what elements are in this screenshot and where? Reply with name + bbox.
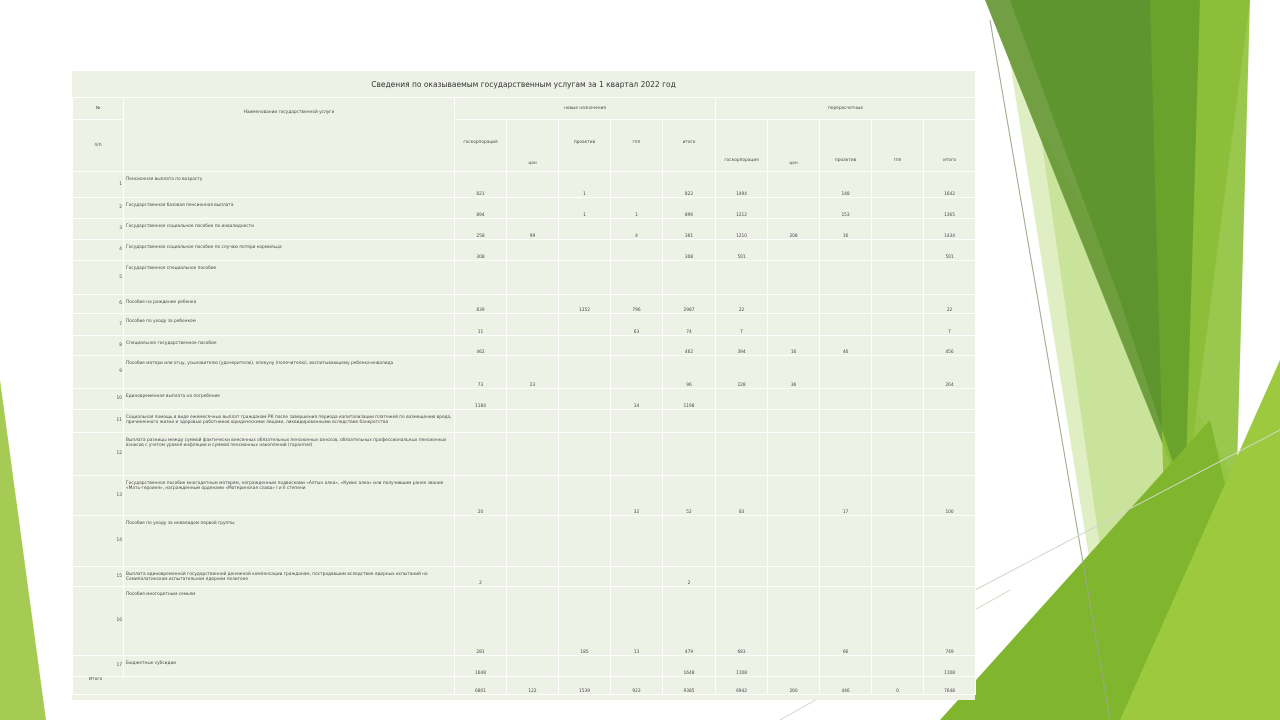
value-cell: [768, 295, 820, 314]
value-cell: [507, 261, 559, 295]
value-cell: [768, 656, 820, 677]
value-cell: 501: [924, 240, 976, 261]
service-name: Государственное социальное пособие по инвалидности: [124, 219, 455, 240]
value-cell: 796: [611, 295, 663, 314]
value-cell: [768, 172, 820, 198]
value-cell: [507, 172, 559, 198]
value-cell: 264: [924, 356, 976, 389]
row-number: 16: [73, 587, 124, 656]
total-value: 6801: [455, 677, 507, 695]
row-number: 13: [73, 476, 124, 516]
value-cell: 2: [663, 567, 716, 587]
table-row: [73, 295, 976, 314]
value-cell: 1: [559, 198, 611, 219]
total-row: [73, 677, 976, 695]
service-name: Единовременная выплата на погребение: [124, 389, 455, 410]
value-cell: 896: [663, 198, 716, 219]
value-cell: [559, 336, 611, 356]
value-cell: [820, 261, 872, 295]
value-cell: [872, 314, 924, 336]
value-cell: 1642: [924, 172, 976, 198]
value-cell: 13: [611, 587, 663, 656]
total-value: 260: [768, 677, 820, 695]
row-number: 7: [73, 314, 124, 336]
service-name: Пособия многодетным семьям: [124, 587, 455, 656]
value-cell: [559, 476, 611, 516]
row-number: 5: [73, 261, 124, 295]
value-cell: [768, 314, 820, 336]
table-row: [73, 410, 976, 433]
value-cell: 479: [663, 587, 716, 656]
value-cell: [924, 261, 976, 295]
table-row: [73, 172, 976, 198]
value-cell: [559, 433, 611, 476]
value-cell: [559, 240, 611, 261]
row-number: 3: [73, 219, 124, 240]
value-cell: [663, 261, 716, 295]
value-cell: [872, 295, 924, 314]
service-name: Пенсионная выплата по возрасту: [124, 172, 455, 198]
row-number: 4: [73, 240, 124, 261]
value-cell: 16: [768, 336, 820, 356]
row-number: 15: [73, 567, 124, 587]
header-sub-new: цон: [507, 120, 559, 172]
value-cell: [768, 410, 820, 433]
value-cell: [716, 389, 768, 410]
value-cell: [820, 240, 872, 261]
row-number: 1: [73, 172, 124, 198]
header-group-recalc: перерасчетные: [716, 98, 976, 120]
value-cell: 73: [455, 356, 507, 389]
total-value: 1539: [559, 677, 611, 695]
value-cell: [872, 240, 924, 261]
header-sub-recalc: проактив: [820, 120, 872, 172]
value-cell: 1352: [559, 295, 611, 314]
total-value: 122: [507, 677, 559, 695]
value-cell: 1648: [663, 656, 716, 677]
value-cell: [768, 389, 820, 410]
header-service-name: Наименовании государственной услуги: [124, 98, 455, 172]
header-sub-recalc: госкорпорация: [716, 120, 768, 172]
value-cell: [872, 261, 924, 295]
value-cell: [820, 516, 872, 567]
value-cell: [507, 433, 559, 476]
value-cell: 1648: [455, 656, 507, 677]
value-cell: 839: [455, 295, 507, 314]
value-cell: 16: [820, 219, 872, 240]
value-cell: 7: [924, 314, 976, 336]
value-cell: 1108: [716, 656, 768, 677]
value-cell: [559, 656, 611, 677]
value-cell: 74: [663, 314, 716, 336]
value-cell: 462: [455, 336, 507, 356]
value-cell: [820, 356, 872, 389]
table-row: [73, 587, 976, 656]
header-sub-recalc: итого: [924, 120, 976, 172]
header-no: №: [73, 98, 124, 120]
table-row: [73, 476, 976, 516]
value-cell: [663, 433, 716, 476]
value-cell: 23: [507, 356, 559, 389]
header-sub-recalc: гпп: [872, 120, 924, 172]
value-cell: 185: [559, 587, 611, 656]
value-cell: [559, 410, 611, 433]
value-cell: [455, 410, 507, 433]
value-cell: [872, 410, 924, 433]
service-name: Государственное пособие многодетным матерям, награжденным подвесками «Алтын алка», «Кумис алка» или получившим ранее звание «Мать-героиня», награжденным орденами «Материнская слава» I и II степени: [124, 476, 455, 516]
value-cell: [872, 567, 924, 587]
value-cell: 258: [455, 219, 507, 240]
value-cell: [716, 516, 768, 567]
value-cell: [768, 587, 820, 656]
value-cell: 821: [455, 172, 507, 198]
value-cell: 52: [663, 476, 716, 516]
value-cell: [611, 567, 663, 587]
value-cell: [611, 656, 663, 677]
value-cell: 1: [559, 172, 611, 198]
value-cell: 1494: [716, 172, 768, 198]
value-cell: 11: [455, 314, 507, 336]
value-cell: 228: [716, 356, 768, 389]
service-name: Пособие по уходу за ребенком: [124, 314, 455, 336]
value-cell: [716, 261, 768, 295]
value-cell: [507, 336, 559, 356]
value-cell: 99: [507, 219, 559, 240]
value-cell: [455, 261, 507, 295]
value-cell: 1198: [663, 389, 716, 410]
total-value: 6942: [716, 677, 768, 695]
value-cell: [507, 240, 559, 261]
value-cell: 1212: [716, 198, 768, 219]
total-value: 7648: [924, 677, 976, 695]
value-cell: 308: [663, 240, 716, 261]
value-cell: 46: [820, 336, 872, 356]
value-cell: 394: [716, 336, 768, 356]
value-cell: [872, 356, 924, 389]
value-cell: [611, 240, 663, 261]
value-cell: 456: [924, 336, 976, 356]
value-cell: [559, 567, 611, 587]
value-cell: 14: [611, 389, 663, 410]
value-cell: 2987: [663, 295, 716, 314]
value-cell: 501: [716, 240, 768, 261]
value-cell: [924, 516, 976, 567]
value-cell: [507, 389, 559, 410]
row-number: 2: [73, 198, 124, 219]
value-cell: [768, 261, 820, 295]
services-table-panel: [72, 71, 975, 700]
left-green-triangle: [0, 380, 46, 720]
value-cell: [820, 656, 872, 677]
value-cell: [455, 433, 507, 476]
value-cell: [559, 261, 611, 295]
total-value: 923: [611, 677, 663, 695]
value-cell: [872, 433, 924, 476]
value-cell: 148: [820, 172, 872, 198]
value-cell: [924, 567, 976, 587]
value-cell: [507, 198, 559, 219]
value-cell: [872, 198, 924, 219]
table-row: [73, 567, 976, 587]
value-cell: [663, 410, 716, 433]
value-cell: 4: [611, 219, 663, 240]
service-name: Государственная базовая пенсионная выплата: [124, 198, 455, 219]
row-number: 17: [73, 656, 124, 677]
service-name: Социальная помощь в виде ежемесячных выплат гражданам РК после завершения периода капитализации платежей по возмещению вреда, причиненного жизни и здоровью работников юридическими лицами, ликвидированными вследствие банкротства: [124, 410, 455, 433]
service-name: Выплата единовременной государственной денежной компенсации гражданам, пострадавшим вследствие ядерных испытаний на Семипалатинском испытательном ядерном полигоне: [124, 567, 455, 587]
value-cell: [924, 389, 976, 410]
value-cell: 83: [716, 476, 768, 516]
value-cell: [820, 410, 872, 433]
value-cell: 1365: [924, 198, 976, 219]
table-row: [73, 656, 976, 677]
value-cell: [872, 172, 924, 198]
value-cell: [768, 198, 820, 219]
row-number: 14: [73, 516, 124, 567]
value-cell: [716, 567, 768, 587]
table-row: [73, 198, 976, 219]
row-number: 9: [73, 356, 124, 389]
value-cell: 100: [924, 476, 976, 516]
table-title: Сведения по оказываемым государственным услугам за 1 квартал 2022 год: [72, 71, 975, 98]
service-name: Пособие по уходу за инвалидом первой группы: [124, 516, 455, 567]
header-sub-recalc: цон: [768, 120, 820, 172]
value-cell: [507, 656, 559, 677]
service-name: Выплата разницы между суммой фактически внесенных обязательных пенсионных взносов, обязательных профессиональных пенсионных взносов с учетом уровня инфляции и суммой пенсионных накоплений (гарантия): [124, 433, 455, 476]
value-cell: [559, 389, 611, 410]
table-row: [73, 336, 976, 356]
table-row: [73, 356, 976, 389]
value-cell: [872, 219, 924, 240]
value-cell: 683: [716, 587, 768, 656]
header-sub-new: итого: [663, 120, 716, 172]
value-cell: 2: [455, 567, 507, 587]
value-cell: 1108: [924, 656, 976, 677]
row-number: 12: [73, 433, 124, 476]
value-cell: 462: [663, 336, 716, 356]
value-cell: [559, 516, 611, 567]
row-number: 11: [73, 410, 124, 433]
value-cell: 1: [611, 198, 663, 219]
value-cell: 1184: [455, 389, 507, 410]
service-name: Бюджетные субсидии: [124, 656, 455, 677]
value-cell: 153: [820, 198, 872, 219]
total-value: 446: [820, 677, 872, 695]
value-cell: [872, 587, 924, 656]
value-cell: 281: [455, 587, 507, 656]
value-cell: [820, 314, 872, 336]
value-cell: 1210: [716, 219, 768, 240]
table-row: [73, 219, 976, 240]
value-cell: [716, 433, 768, 476]
value-cell: [611, 356, 663, 389]
value-cell: 22: [716, 295, 768, 314]
total-value: 9385: [663, 677, 716, 695]
value-cell: [507, 567, 559, 587]
service-name: Пособие матери или отцу, усыновителю (удочерителю), опекуну (попечителю), воспитывающему ребенка-инвалида: [124, 356, 455, 389]
value-cell: [507, 295, 559, 314]
service-name: Пособие на рождение ребенка: [124, 295, 455, 314]
value-cell: 96: [663, 356, 716, 389]
value-cell: [820, 567, 872, 587]
value-cell: [611, 172, 663, 198]
row-number: 10: [73, 389, 124, 410]
value-cell: [820, 389, 872, 410]
value-cell: [768, 433, 820, 476]
value-cell: 66: [820, 587, 872, 656]
table-row: [73, 240, 976, 261]
table-row: [73, 516, 976, 567]
header-row-groups: [73, 98, 976, 120]
service-name: Специальное государственное пособие: [124, 336, 455, 356]
value-cell: [768, 240, 820, 261]
value-cell: 7: [716, 314, 768, 336]
value-cell: 822: [663, 172, 716, 198]
value-cell: [924, 433, 976, 476]
row-number: 8: [73, 336, 124, 356]
service-name: Государственное социальное пособие по случаю потери кормильца: [124, 240, 455, 261]
value-cell: [507, 314, 559, 336]
table-row: [73, 389, 976, 410]
service-name: Государственное специальное пособие: [124, 261, 455, 295]
value-cell: 17: [820, 476, 872, 516]
header-pp: п/п: [73, 120, 124, 172]
value-cell: [872, 336, 924, 356]
header-sub-new: проактив: [559, 120, 611, 172]
value-cell: 894: [455, 198, 507, 219]
value-cell: [768, 476, 820, 516]
value-cell: [507, 587, 559, 656]
value-cell: 20: [455, 476, 507, 516]
value-cell: [872, 516, 924, 567]
value-cell: [559, 314, 611, 336]
value-cell: [507, 516, 559, 567]
value-cell: [872, 476, 924, 516]
value-cell: [872, 656, 924, 677]
value-cell: [455, 516, 507, 567]
table-row: [73, 314, 976, 336]
total-value: 0: [872, 677, 924, 695]
value-cell: [611, 261, 663, 295]
header-group-new: новые назначения: [455, 98, 716, 120]
value-cell: [611, 410, 663, 433]
value-cell: [768, 516, 820, 567]
value-cell: [611, 433, 663, 476]
value-cell: 361: [663, 219, 716, 240]
value-cell: [559, 356, 611, 389]
value-cell: 36: [768, 356, 820, 389]
services-table: [72, 97, 976, 695]
value-cell: 308: [455, 240, 507, 261]
table-row: [73, 433, 976, 476]
value-cell: 208: [768, 219, 820, 240]
value-cell: 32: [611, 476, 663, 516]
table-row: [73, 261, 976, 295]
value-cell: 749: [924, 587, 976, 656]
total-label: Итого: [73, 677, 455, 695]
value-cell: [611, 516, 663, 567]
value-cell: 1434: [924, 219, 976, 240]
value-cell: 63: [611, 314, 663, 336]
value-cell: [507, 410, 559, 433]
value-cell: [559, 219, 611, 240]
value-cell: [872, 389, 924, 410]
value-cell: [820, 433, 872, 476]
header-sub-new: гпп: [611, 120, 663, 172]
value-cell: [924, 410, 976, 433]
value-cell: [768, 567, 820, 587]
value-cell: [611, 336, 663, 356]
value-cell: 22: [924, 295, 976, 314]
value-cell: [716, 410, 768, 433]
header-sub-new: госкорпорация: [455, 120, 507, 172]
value-cell: [663, 516, 716, 567]
value-cell: [820, 295, 872, 314]
value-cell: [507, 476, 559, 516]
row-number: 6: [73, 295, 124, 314]
